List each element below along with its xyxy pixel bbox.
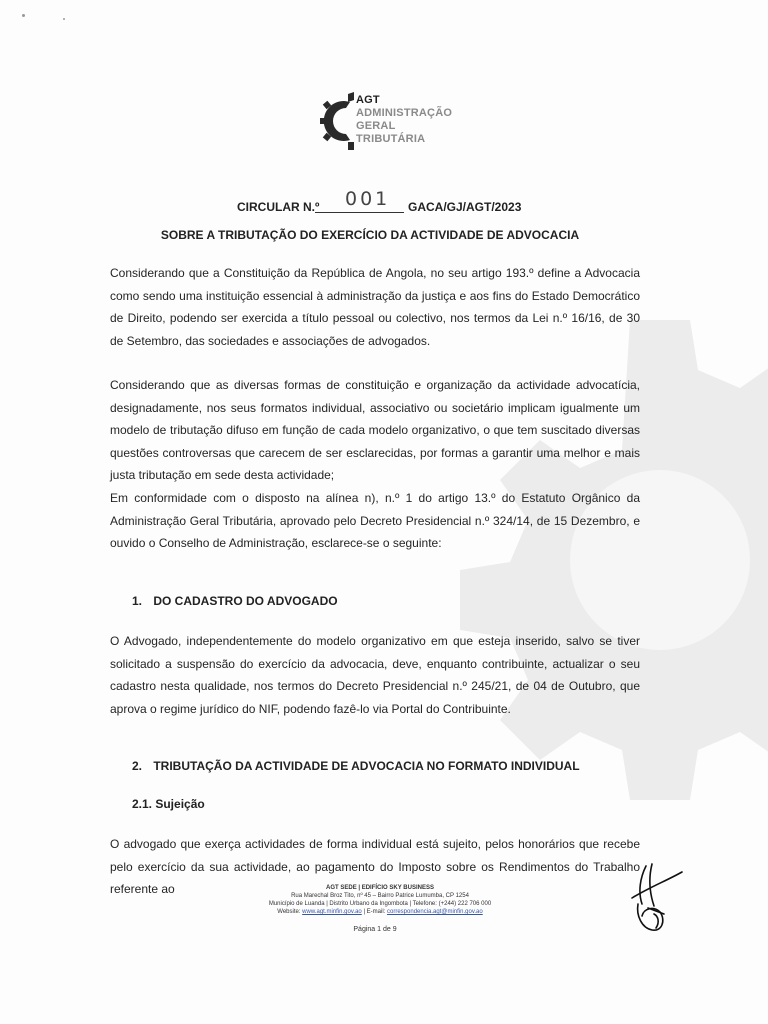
footer-website-link[interactable]: www.agt.minfin.gov.ao — [302, 909, 362, 915]
paragraph-2: Considerando que as diversas formas de constituição e organização da actividade advocatícia, designadamente, nos seus formatos individual, associativo ou societário implicam igualmente um modelo de tributação difuso em função de cada modelo organizativo, o que tem suscitado diversas questões controversas que carecem de ser esclarecidas, por formas a garantir uma melhor e mais justa tributação em sede desta actividade; — [110, 378, 640, 482]
document-subject: SOBRE A TRIBUTAÇÃO DO EXERCÍCIO DA ACTIVIDADE DE ADVOCACIA — [160, 228, 580, 242]
circular-number-line — [315, 212, 404, 213]
section-2-text: O advogado que exerça actividades de forma individual está sujeito, pelos honorários que recebe pelo exercício da sua actividade, ao pagamento do Imposto sobre os Rendimentos do Trabalho referente ao — [110, 837, 640, 896]
paragraph-1: Considerando que a Constituição da República de Angola, no seu artigo 193.º define a Advocacia como sendo uma instituição essencial à administração da justiça e aos fins do Estado Democrático de Direito, podendo ser exercida a título pessoal ou colectivo, nos termos da Lei n.º 16/16, de 30 de Setembro, das sociedades e associações de advogados. — [110, 266, 640, 348]
logo-line-1: ADMINISTRAÇÃO — [356, 107, 453, 119]
footer-email-link[interactable]: correspondencia.agt@minfin.gov.ao — [387, 909, 483, 915]
agt-logo — [318, 88, 468, 154]
footer-email-label: | E-mail: — [363, 909, 386, 915]
section-2-number: 2. — [132, 759, 143, 773]
section-2-1-heading: 2.1. Sujeição — [132, 797, 205, 811]
gear-watermark-icon — [430, 280, 768, 840]
section-2-title: TRIBUTAÇÃO DA ACTIVIDADE DE ADVOCACIA NO FORMATO INDIVIDUAL — [153, 759, 580, 773]
agt-gear-logo-icon — [318, 88, 358, 154]
logo-line-3: TRIBUTÁRIA — [356, 133, 426, 145]
paragraph-3: Em conformidade com o disposto na alínea n), n.º 1 do artigo 13.º do Estatuto Orgânico da Administração Geral Tributária, aprovado pelo Decreto Presidencial n.º 324/14, de 15 Dezembro, e ouvido o Conselho de Administração, esclarece-se o seguinte: — [110, 491, 640, 550]
section-1-heading — [132, 594, 338, 608]
footer-address: Rua Marechal Broz Tito, nº 45 – Bairro Patrice Lumumba, CP 1254 — [291, 893, 469, 899]
circular-label: CIRCULAR N.º — [237, 200, 320, 214]
footer-website-label: Website: — [277, 909, 301, 915]
section-2-heading — [132, 759, 580, 773]
footer-location: Município de Luanda | Distrito Urbano da Ingombota | Telefone: (+244) 222 706 000 — [268, 901, 492, 907]
page-number: Página 1 de 9 — [353, 926, 397, 933]
logo-line-2: GERAL — [356, 120, 396, 132]
section-1-title: DO CADASTRO DO ADVOGADO — [153, 594, 338, 608]
section-1-text: O Advogado, independentemente do modelo organizativo em que esteja inserido, salvo se tiver solicitado a suspensão do exercício da advocacia, deve, enquanto contribuinte, actualizar o seu cadastro nesta qualidade, nos termos do Decreto Presidencial n.º 245/21, de 04 de Outubro, que aprova o regime jurídico do NIF, podendo fazê-lo via Portal do Contribuinte. — [110, 634, 640, 716]
scan-speck — [22, 14, 25, 17]
logo-acronym: AGT — [356, 94, 380, 106]
handwritten-signature — [618, 858, 698, 938]
circular-reference: GACA/GJ/AGT/2023 — [408, 200, 522, 214]
circular-number: 001 — [345, 188, 391, 210]
section-1-number: 1. — [132, 594, 143, 608]
footer-title: AGT SEDE | EDIFÍCIO SKY BUSINESS — [326, 885, 434, 891]
scan-speck — [63, 18, 65, 20]
